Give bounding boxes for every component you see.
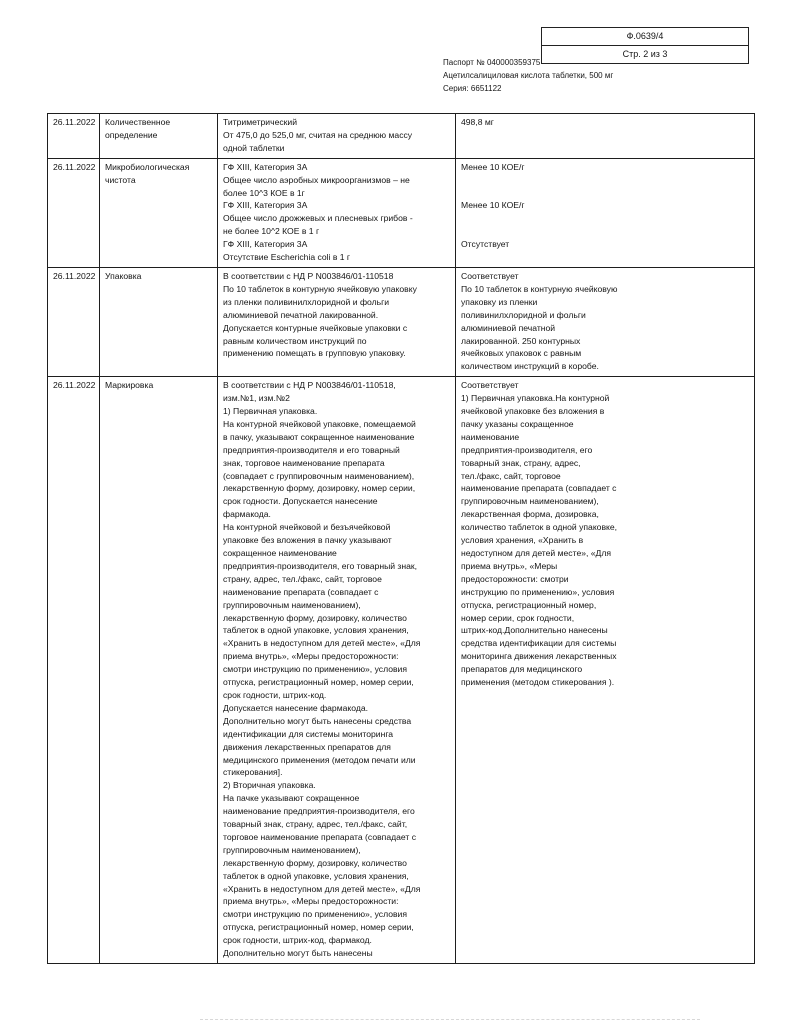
text-line: одной таблетки: [223, 142, 285, 153]
text-line: движения лекарственных препаратов для: [223, 741, 391, 752]
text-line: наименование препарата (совпадает с: [461, 483, 617, 494]
text-line: алюминиевой печатной: [461, 322, 556, 333]
table-row: [48, 114, 755, 159]
text-line: отпуска, регистрационный номер, номер серии,: [223, 922, 414, 933]
text-line: изм.№1, изм.№2: [223, 393, 290, 404]
text-line: предприятия-производителя, его: [461, 444, 593, 455]
text-line: лекарственную форму, дозировку, номер серии,: [223, 483, 416, 494]
passport-number: Паспорт № 040000359375: [443, 58, 541, 67]
footer-scan-marks: [200, 1019, 700, 1022]
blank-line: [461, 174, 750, 187]
row-date: 26.11.2022: [48, 377, 100, 964]
row-test-name: [100, 158, 218, 267]
text-line: лекарственная форма, дозировка,: [461, 509, 599, 520]
text-line: ГФ XIII, Категория 3А: [223, 200, 308, 211]
text-line: определение: [105, 129, 158, 140]
text-line: количеством инструкций в коробе.: [461, 361, 599, 372]
text-line: Допускается контурные ячейковые упаковки с: [223, 322, 408, 333]
text-line: наименование: [461, 431, 520, 442]
text-line: (совпадает с группировочным наименованием),: [223, 470, 415, 481]
text-line: ГФ XIII, Категория 3А: [223, 161, 308, 172]
text-line: приема внутрь», «Меры предосторожности:: [223, 651, 399, 662]
text-line: срок годности, штрих-код, фармакод.: [223, 935, 372, 946]
row-requirement: [218, 158, 456, 267]
text-line: ячейковой упаковке без вложения в: [461, 406, 605, 417]
text-line: На пачке указывают сокращенное: [223, 793, 360, 804]
text-line: На контурной ячейковой упаковке, помещаемой: [223, 418, 416, 429]
text-line: наименование препарата (совпадает с: [223, 586, 379, 597]
text-line: На контурной ячейковой и безъячейковой: [223, 522, 391, 533]
row-requirement: [218, 114, 456, 159]
text-line: Допускается нанесение фармакода.: [223, 702, 369, 713]
text-line: штрих-код.Дополнительно нанесены: [461, 625, 608, 636]
text-line: По 10 таблеток в контурную ячейковую: [461, 283, 618, 294]
text-line: ГФ XIII, Категория 3А: [223, 239, 308, 250]
text-line: «Хранить в недоступном для детей месте», «Для: [223, 638, 421, 649]
text-line: В соответствии с НД Р N003846/01-110518: [223, 270, 394, 281]
text-line: группировочным наименованием),: [223, 599, 361, 610]
test-results-table: [47, 113, 755, 964]
row-test-name: [100, 114, 218, 159]
text-line: таблеток в одной упаковке, условия хранения,: [223, 870, 409, 881]
text-line: фармакода.: [223, 509, 271, 520]
text-line: пачку указаны сокращенное: [461, 418, 574, 429]
text-line: поливинилхлоридной и фольги: [461, 309, 586, 320]
text-line: Количественное: [105, 117, 171, 127]
row-result: [456, 158, 755, 267]
text-line: медицинского применения (методом печати или: [223, 754, 416, 765]
blank-line: [461, 187, 750, 200]
text-line: торговое наименование препарата (совпадает с: [223, 831, 417, 842]
row-date: 26.11.2022: [48, 158, 100, 267]
text-line: приема внутрь», «Меры предосторожности:: [223, 896, 399, 907]
text-line: «Хранить в недоступном для детей месте», «Для: [223, 883, 421, 894]
text-line: группировочным наименованием),: [223, 844, 361, 855]
text-line: мониторинга движения лекарственных: [461, 651, 617, 662]
table-row: [48, 158, 755, 267]
text-line: инструкцию по применению», условия: [461, 586, 615, 597]
text-line: препаратов для медицинского: [461, 664, 583, 675]
text-line: отпуска, регистрационный номер,: [461, 599, 597, 610]
text-line: таблеток в одной упаковке, условия хранения,: [223, 625, 409, 636]
text-line: группировочным наименованием),: [461, 496, 599, 507]
text-line: срок годности. Допускается нанесение: [223, 496, 378, 507]
text-line: сокращенное наименование: [223, 548, 337, 558]
text-line: 1) Первичная упаковка.На контурной: [461, 393, 610, 404]
text-line: идентификации для системы мониторинга: [223, 728, 394, 739]
text-line: предприятия-производителя и его товарный: [223, 444, 400, 455]
text-line: чистота: [105, 174, 136, 185]
text-line: смотри инструкцию по применению», условия: [223, 664, 407, 675]
text-line: срок годности, штрих-код.: [223, 689, 327, 700]
text-line: Дополнительно могут быть нанесены: [223, 948, 373, 959]
text-line: товарный знак, страну, адрес,: [461, 457, 581, 468]
text-line: Менее 10 КОЕ/г: [461, 200, 525, 211]
text-line: Общее число дрожжевых и плесневых грибов -: [223, 213, 413, 224]
blank-line: [461, 212, 750, 225]
text-line: 1) Первичная упаковка.: [223, 406, 318, 417]
text-line: Дополнительно могут быть нанесены средства: [223, 715, 412, 726]
text-line: Титриметрический: [223, 117, 298, 127]
text-line: тел./факс, сайт, торговое: [461, 470, 561, 481]
text-line: В соответствии с НД Р N003846/01-110518,: [223, 380, 396, 391]
text-line: Менее 10 КОЕ/г: [461, 161, 525, 172]
text-line: средства идентификации для системы: [461, 638, 617, 649]
text-line: смотри инструкцию по применению», условия: [223, 909, 407, 920]
text-line: упаковке без вложения в пачку указывают: [223, 535, 392, 546]
text-line: лакированной. 250 контурных: [461, 335, 581, 346]
text-line: количество таблеток в одной упаковке,: [461, 522, 618, 533]
row-test-name: [100, 267, 218, 376]
text-line: в пачку, указывают сокращенное наименование: [223, 431, 415, 442]
text-line: лекарственную форму, дозировку, количество: [223, 857, 407, 868]
text-line: стикерования].: [223, 767, 283, 778]
text-line: равным количеством инструкций по: [223, 335, 367, 346]
text-line: страну, адрес, тел./факс, сайт, торговое: [223, 573, 382, 584]
text-line: лекарственную форму, дозировку, количество: [223, 612, 407, 623]
row-result: [456, 267, 755, 376]
product-name: Ацетилсалициловая кислота таблетки, 500 мг: [443, 71, 614, 80]
text-line: не более 10^2 КОЕ в 1 г: [223, 226, 320, 237]
text-line: отпуска, регистрационный номер, номер серии,: [223, 677, 414, 688]
text-line: применению помещать в групповую упаковку.: [223, 348, 406, 359]
row-result: [456, 114, 755, 159]
blank-line: [461, 225, 750, 238]
text-line: алюминиевой печатной лакированной.: [223, 309, 379, 320]
text-line: предосторожности: смотри: [461, 573, 569, 584]
text-line: Упаковка: [105, 270, 142, 281]
text-line: ячейковых упаковок с равным: [461, 348, 582, 359]
text-line: более 10^3 КОЕ в 1г: [223, 187, 305, 198]
text-line: товарный знак, страну, адрес, тел./факс, сайт,: [223, 819, 408, 830]
text-line: Маркировка: [105, 380, 154, 391]
text-line: Отсутствие Escherichia coli в 1 г: [223, 252, 351, 263]
text-line: условия хранения, «Хранить в: [461, 535, 584, 546]
table-row: [48, 267, 755, 376]
row-date: 26.11.2022: [48, 114, 100, 159]
series-number: Серия: 6651122: [443, 84, 502, 93]
text-line: От 475,0 до 525,0 мг, считая на среднюю массу: [223, 129, 413, 140]
text-line: Микробиологическая: [105, 161, 190, 172]
passport-block: [443, 56, 613, 95]
row-result: [456, 377, 755, 964]
text-line: предприятия-производителя, его товарный знак,: [223, 560, 418, 571]
page-number: Стр. 2 из 3: [542, 45, 748, 63]
table-row: [48, 377, 755, 964]
row-test-name: [100, 377, 218, 964]
text-line: 498,8 мг: [461, 117, 494, 127]
text-line: Соответствует: [461, 270, 519, 281]
text-line: приема внутрь», «Меры: [461, 560, 558, 571]
text-line: из пленки поливинилхлоридной и фольги: [223, 296, 390, 307]
text-line: применения (методом стикерования ).: [461, 677, 615, 688]
text-line: недоступном для детей месте», «Для: [461, 548, 612, 558]
row-date: 26.11.2022: [48, 267, 100, 376]
text-line: Общее число аэробных микроорганизмов – не: [223, 174, 410, 185]
text-line: знак, торговое наименование препарата: [223, 457, 385, 468]
row-requirement: [218, 377, 456, 964]
text-line: 2) Вторичная упаковка.: [223, 780, 316, 791]
text-line: номер серии, срок годности,: [461, 612, 575, 623]
text-line: По 10 таблеток в контурную ячейковую упаковку: [223, 283, 417, 294]
text-line: упаковку из пленки: [461, 296, 538, 307]
text-line: Соответствует: [461, 380, 519, 391]
text-line: наименование предприятия-производителя, его: [223, 806, 415, 817]
text-line: Отсутствует: [461, 239, 510, 250]
row-requirement: [218, 267, 456, 376]
form-code: Ф.0639/4: [626, 31, 664, 41]
